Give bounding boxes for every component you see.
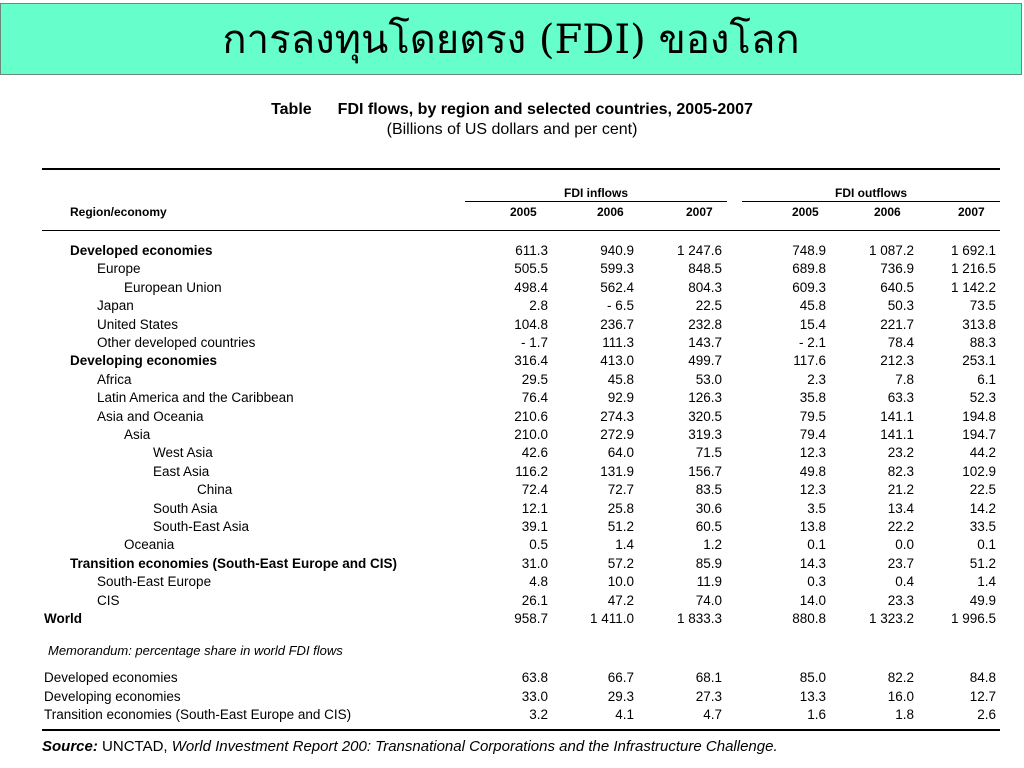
- row-value: 1 087.2: [868, 243, 914, 258]
- memo-row-value: 13.3: [799, 688, 826, 704]
- slide-title: การลงทุนโดยตรง (FDI) ของโลก: [222, 17, 800, 63]
- memo-row-value: 33.0: [521, 688, 548, 704]
- row-value: 31.0: [521, 555, 548, 571]
- row-value: 0.4: [895, 574, 914, 590]
- year-header: 2005: [792, 205, 819, 219]
- row-value: 23.2: [887, 445, 914, 461]
- memo-row-value: 66.7: [607, 670, 634, 685]
- caption-label: Table: [271, 101, 312, 118]
- row-value: 76.4: [521, 390, 548, 406]
- year-header: 2007: [958, 205, 985, 219]
- row-value: 4.8: [529, 574, 548, 590]
- row-label: World: [44, 611, 82, 626]
- row-value: 3.5: [807, 500, 826, 516]
- memo-row-value: 84.8: [969, 670, 996, 685]
- row-label: Europe: [97, 261, 141, 277]
- row-value: 505.5: [514, 261, 548, 277]
- source-report: World Investment Report 200: Transnational Corporations and the Infrastructure Challenge.: [171, 738, 778, 755]
- row-value: 47.2: [607, 592, 634, 608]
- row-value: 212.3: [880, 353, 914, 369]
- row-value: 11.9: [696, 574, 722, 590]
- row-value: 143.7: [688, 335, 722, 350]
- row-value: 7.8: [895, 371, 914, 387]
- row-value: 15.4: [799, 316, 826, 332]
- row-value: 253.1: [962, 353, 996, 369]
- row-value: 1 692.1: [950, 243, 996, 258]
- slide-title-banner: [0, 3, 1022, 75]
- row-value: 880.8: [792, 611, 826, 626]
- row-value: 1.2: [703, 537, 722, 553]
- row-value: 25.8: [607, 500, 634, 516]
- row-label: Latin America and the Caribbean: [97, 390, 294, 406]
- row-label: East Asia: [153, 463, 210, 479]
- row-value: 49.8: [799, 463, 826, 479]
- row-value: 13.4: [887, 500, 914, 516]
- row-value: 83.5: [695, 482, 722, 498]
- row-value: 141.1: [880, 408, 914, 424]
- row-label: South-East Europe: [97, 574, 212, 590]
- row-label: Africa: [97, 371, 132, 387]
- memo-row-value: 85.0: [799, 670, 826, 685]
- row-value: - 6.5: [606, 298, 634, 314]
- row-value: 313.8: [962, 316, 996, 332]
- row-value: 45.8: [799, 298, 826, 314]
- row-value: 35.8: [799, 390, 826, 406]
- memo-row-value: 2.6: [977, 707, 996, 722]
- row-value: 116.2: [515, 463, 548, 479]
- row-value: 63.3: [887, 390, 914, 406]
- row-label: South Asia: [153, 500, 218, 516]
- row-value: 53.0: [695, 371, 722, 387]
- row-value: 210.0: [514, 427, 548, 442]
- row-value: 499.7: [688, 353, 722, 369]
- row-value: 1 411.0: [589, 611, 634, 626]
- row-label: Transition economies (South-East Europe and CIS): [70, 555, 398, 571]
- source-org: UNCTAD,: [97, 738, 172, 755]
- memo-row-value: 12.7: [969, 688, 996, 704]
- row-value: 12.3: [799, 445, 826, 461]
- row-value: 126.3: [688, 390, 722, 406]
- row-value: 2.8: [529, 298, 548, 314]
- row-value: 71.5: [695, 445, 722, 461]
- row-value: 21.2: [887, 482, 914, 498]
- row-value: 940.9: [600, 243, 634, 258]
- source-note: [42, 738, 778, 755]
- row-value: 29.5: [521, 371, 548, 387]
- row-value: 848.5: [688, 261, 722, 277]
- row-value: 609.3: [792, 279, 826, 295]
- row-value: 131.9: [600, 463, 634, 479]
- memo-row-value: 4.7: [703, 707, 722, 722]
- row-value: 316.4: [514, 353, 548, 369]
- memo-row-value: 63.8: [521, 670, 548, 685]
- row-value: 1.4: [977, 574, 996, 590]
- row-value: 30.6: [695, 500, 722, 516]
- row-value: 2.3: [807, 371, 826, 387]
- row-value: 611.3: [515, 243, 548, 258]
- row-value: 14.2: [969, 500, 996, 516]
- row-value: 23.3: [887, 592, 914, 608]
- row-value: 221.7: [880, 316, 914, 332]
- group-header-outflows: FDI outflows: [835, 186, 907, 200]
- row-value: 74.0: [695, 592, 722, 608]
- row-value: 232.8: [688, 316, 722, 332]
- row-value: 88.3: [969, 335, 996, 350]
- row-value: 39.1: [521, 519, 548, 534]
- row-value: 12.1: [521, 500, 548, 516]
- row-value: 51.2: [607, 519, 634, 534]
- row-value: 0.1: [807, 537, 826, 553]
- row-value: 42.6: [521, 445, 548, 461]
- row-value: 64.0: [607, 445, 634, 461]
- row-value: 498.4: [514, 279, 548, 295]
- row-value: 413.0: [600, 353, 634, 369]
- row-value: 104.8: [514, 316, 548, 332]
- row-value: 22.2: [887, 519, 914, 534]
- row-value: 319.3: [688, 427, 722, 442]
- row-value: 1 996.5: [950, 611, 996, 626]
- row-value: 274.3: [600, 408, 634, 424]
- row-value: 562.4: [600, 279, 634, 295]
- row-value: 82.3: [887, 463, 914, 479]
- row-value: 272.9: [600, 427, 634, 442]
- table-bottom-rule: [42, 729, 1000, 731]
- row-value: 49.9: [969, 592, 996, 608]
- table-header-rule: [42, 230, 1000, 231]
- row-value: 79.5: [799, 408, 826, 424]
- row-value: 1.4: [615, 537, 634, 553]
- row-value: 194.7: [962, 427, 996, 442]
- row-value: 13.8: [799, 519, 826, 534]
- row-value: 73.5: [969, 298, 996, 314]
- row-value: 141.1: [880, 427, 914, 442]
- memo-row-value: 82.2: [887, 670, 914, 685]
- row-value: 0.1: [977, 537, 996, 553]
- memo-row-value: 4.1: [615, 707, 634, 722]
- caption-subtitle: (Billions of US dollars and per cent): [386, 121, 638, 138]
- row-value: 26.1: [521, 592, 548, 608]
- group-header-inflows: FDI inflows: [564, 186, 628, 200]
- memo-row-value: 1.6: [807, 707, 826, 722]
- memo-row-value: 29.3: [607, 688, 634, 704]
- row-value: 72.7: [607, 482, 634, 498]
- year-header: 2007: [686, 205, 713, 219]
- row-value: 599.3: [600, 261, 634, 277]
- row-label: European Union: [124, 279, 222, 295]
- row-value: 12.3: [799, 482, 826, 498]
- year-header: 2006: [874, 205, 901, 219]
- memo-row-label: Developing economies: [44, 688, 181, 704]
- row-value: - 2.1: [798, 335, 826, 350]
- row-value: 0.3: [807, 574, 826, 590]
- source-label: Source:: [42, 738, 98, 755]
- row-value: 79.4: [799, 427, 826, 442]
- row-value: 111.3: [602, 335, 634, 350]
- row-label: Developing economies: [70, 353, 218, 369]
- row-value: 33.5: [969, 519, 996, 534]
- row-value: 804.3: [688, 279, 722, 295]
- row-label: China: [197, 482, 233, 498]
- row-value: 57.2: [607, 555, 634, 571]
- row-label: Other developed countries: [97, 335, 256, 350]
- row-value: 52.3: [969, 390, 996, 406]
- row-value: 1 216.5: [950, 261, 996, 277]
- row-value: 194.8: [962, 408, 996, 424]
- row-value: 736.9: [880, 261, 914, 277]
- row-value: 45.8: [607, 371, 634, 387]
- caption-title: FDI flows, by region and selected countries, 2005-2007: [337, 101, 753, 118]
- row-value: 23.7: [887, 555, 914, 571]
- row-label: Asia: [124, 427, 151, 442]
- year-header: 2006: [597, 205, 624, 219]
- row-value: 60.5: [695, 519, 722, 534]
- row-value: 210.6: [514, 408, 548, 424]
- row-value: 0.0: [895, 537, 914, 553]
- region-column-header: Region/economy: [70, 205, 167, 219]
- row-value: 44.2: [969, 445, 996, 461]
- row-value: 102.9: [962, 463, 996, 479]
- row-value: 958.7: [514, 611, 548, 626]
- row-value: 320.5: [688, 408, 722, 424]
- row-label: United States: [97, 316, 179, 332]
- memo-row-value: 3.2: [529, 707, 548, 722]
- group-rule-inflows: [465, 201, 727, 202]
- table-caption: [0, 100, 1024, 140]
- row-value: 51.2: [969, 555, 996, 571]
- caption-title-line: [0, 100, 1024, 120]
- row-value: 689.8: [792, 261, 826, 277]
- row-value: 50.3: [887, 298, 914, 314]
- memo-row-value: 68.1: [695, 670, 722, 685]
- row-value: 1 833.3: [676, 611, 722, 626]
- row-value: 1 323.2: [868, 611, 914, 626]
- row-label: Oceania: [124, 537, 175, 553]
- year-header: 2005: [510, 205, 537, 219]
- row-value: 14.3: [799, 555, 826, 571]
- row-value: 156.7: [688, 463, 722, 479]
- table-top-rule: [42, 168, 1000, 170]
- row-label: Asia and Oceania: [97, 408, 204, 424]
- row-label: Japan: [97, 298, 134, 314]
- row-value: 10.0: [607, 574, 634, 590]
- row-value: 1 142.2: [950, 279, 996, 295]
- row-value: 0.5: [529, 537, 548, 553]
- row-value: 22.5: [695, 298, 722, 314]
- row-value: - 1.7: [520, 335, 548, 350]
- row-value: 640.5: [880, 279, 914, 295]
- memo-row-value: 16.0: [887, 688, 914, 704]
- row-value: 236.7: [600, 316, 634, 332]
- row-value: 6.1: [977, 371, 996, 387]
- memorandum-label: Memorandum: percentage share in world FDI flows: [48, 643, 343, 658]
- row-label: CIS: [97, 592, 120, 608]
- row-value: 92.9: [607, 390, 634, 406]
- group-rule-outflows: [742, 201, 1000, 202]
- row-label: Developed economies: [70, 243, 213, 258]
- row-value: 748.9: [792, 243, 826, 258]
- row-label: West Asia: [153, 445, 213, 461]
- row-value: 85.9: [695, 555, 722, 571]
- memo-row-value: 1.8: [895, 707, 914, 722]
- row-value: 14.0: [799, 592, 826, 608]
- row-value: 72.4: [521, 482, 548, 498]
- row-value: 1 247.6: [676, 243, 722, 258]
- memo-row-label: Transition economies (South-East Europe and CIS): [44, 707, 352, 722]
- memo-row-value: 27.3: [695, 688, 722, 704]
- row-label: South-East Asia: [153, 519, 250, 534]
- memo-row-label: Developed economies: [44, 670, 178, 685]
- row-value: 78.4: [887, 335, 914, 350]
- row-value: 117.6: [793, 353, 826, 369]
- row-value: 22.5: [969, 482, 996, 498]
